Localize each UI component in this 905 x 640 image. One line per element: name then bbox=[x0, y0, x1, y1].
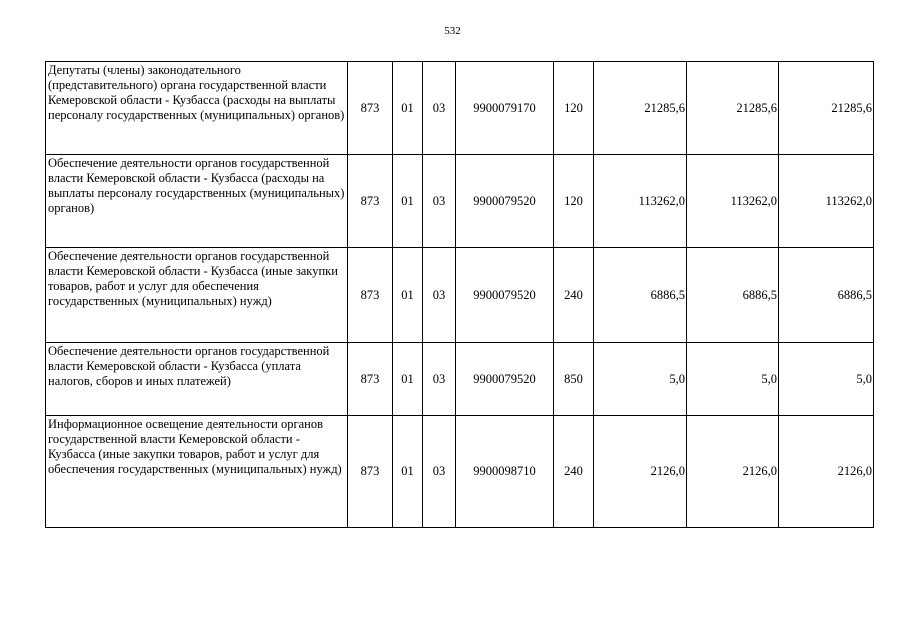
target-code-cell: 9900079520 bbox=[456, 155, 554, 248]
expense-type-cell: 850 bbox=[554, 343, 594, 416]
amount-cell-1: 2126,0 bbox=[594, 416, 687, 528]
row-name-cell: Депутаты (члены) законодательного (представительного) органа государственной власти Кемеровской области - Кузбасса (расходы на выплаты персоналу государственных (муниципальных) органов) bbox=[46, 62, 348, 155]
ministry-code-cell: 873 bbox=[348, 343, 393, 416]
subsection-code-cell: 03 bbox=[423, 62, 456, 155]
amount-cell-2: 5,0 bbox=[687, 343, 779, 416]
amount-cell-2: 2126,0 bbox=[687, 416, 779, 528]
amount-cell-3: 2126,0 bbox=[779, 416, 874, 528]
amount-cell-1: 113262,0 bbox=[594, 155, 687, 248]
target-code-cell: 9900079520 bbox=[456, 248, 554, 343]
expense-type-cell: 120 bbox=[554, 155, 594, 248]
table-row bbox=[46, 248, 874, 343]
row-name-cell: Информационное освещение деятельности органов государственной власти Кемеровской области - Кузбасса (иные закупки товаров, работ и услуг для обеспечения государственных (муниципальных) нужд) bbox=[46, 416, 348, 528]
amount-cell-1: 6886,5 bbox=[594, 248, 687, 343]
amount-cell-2: 21285,6 bbox=[687, 62, 779, 155]
amount-cell-2: 113262,0 bbox=[687, 155, 779, 248]
page-number: 532 bbox=[444, 25, 461, 37]
section-code-cell: 01 bbox=[393, 155, 423, 248]
expense-type-cell: 120 bbox=[554, 62, 594, 155]
target-code-cell: 9900079170 bbox=[456, 62, 554, 155]
amount-cell-3: 5,0 bbox=[779, 343, 874, 416]
section-code-cell: 01 bbox=[393, 248, 423, 343]
ministry-code-cell: 873 bbox=[348, 155, 393, 248]
amount-cell-1: 5,0 bbox=[594, 343, 687, 416]
subsection-code-cell: 03 bbox=[423, 416, 456, 528]
section-code-cell: 01 bbox=[393, 343, 423, 416]
amount-cell-1: 21285,6 bbox=[594, 62, 687, 155]
budget-table bbox=[45, 61, 874, 528]
ministry-code-cell: 873 bbox=[348, 62, 393, 155]
expense-type-cell: 240 bbox=[554, 248, 594, 343]
row-name-cell: Обеспечение деятельности органов государственной власти Кемеровской области - Кузбасса (иные закупки товаров, работ и услуг для обеспечения государственных (муниципальных) нужд) bbox=[46, 248, 348, 343]
amount-cell-3: 6886,5 bbox=[779, 248, 874, 343]
section-code-cell: 01 bbox=[393, 62, 423, 155]
ministry-code-cell: 873 bbox=[348, 416, 393, 528]
table-row bbox=[46, 416, 874, 528]
target-code-cell: 9900079520 bbox=[456, 343, 554, 416]
subsection-code-cell: 03 bbox=[423, 248, 456, 343]
amount-cell-3: 113262,0 bbox=[779, 155, 874, 248]
row-name-cell: Обеспечение деятельности органов государственной власти Кемеровской области - Кузбасса (расходы на выплаты персоналу государственных (муниципальных) органов) bbox=[46, 155, 348, 248]
subsection-code-cell: 03 bbox=[423, 343, 456, 416]
table-row bbox=[46, 62, 874, 155]
expense-type-cell: 240 bbox=[554, 416, 594, 528]
target-code-cell: 9900098710 bbox=[456, 416, 554, 528]
ministry-code-cell: 873 bbox=[348, 248, 393, 343]
amount-cell-3: 21285,6 bbox=[779, 62, 874, 155]
row-name-cell: Обеспечение деятельности органов государственной власти Кемеровской области - Кузбасса (уплата налогов, сборов и иных платежей) bbox=[46, 343, 348, 416]
amount-cell-2: 6886,5 bbox=[687, 248, 779, 343]
table-row bbox=[46, 155, 874, 248]
section-code-cell: 01 bbox=[393, 416, 423, 528]
subsection-code-cell: 03 bbox=[423, 155, 456, 248]
table-row bbox=[46, 343, 874, 416]
